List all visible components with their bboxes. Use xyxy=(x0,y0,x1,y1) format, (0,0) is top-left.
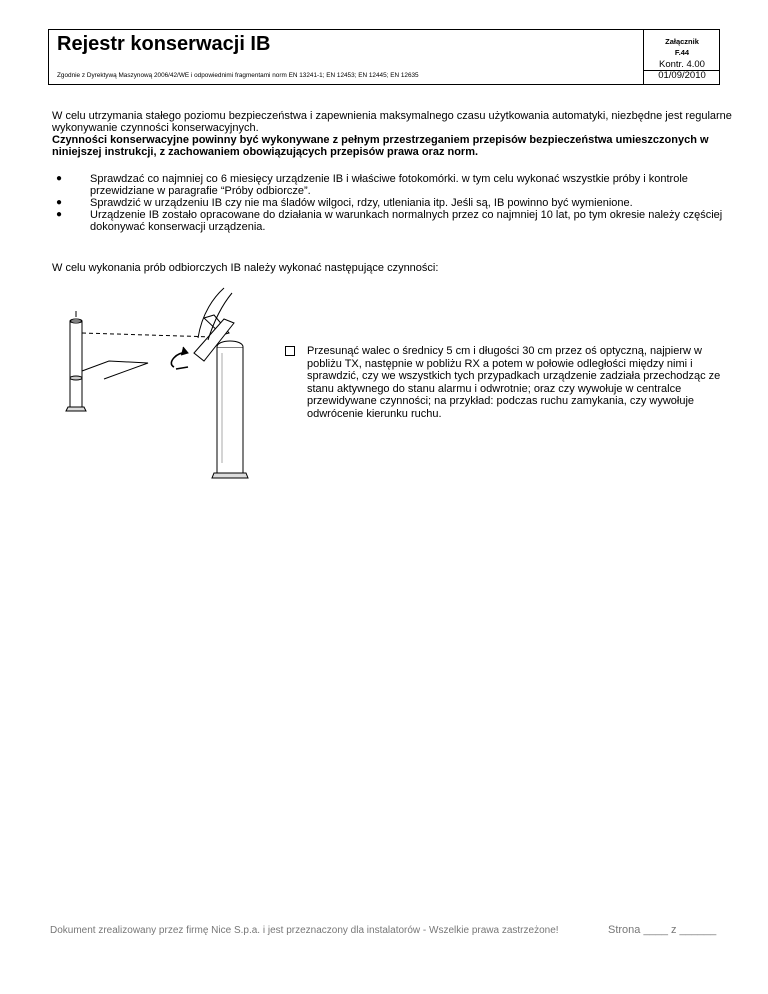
list-item xyxy=(52,209,732,233)
intro-section xyxy=(52,110,732,158)
attachment-label: Załącznik xyxy=(665,37,699,46)
bullet-icon: ● xyxy=(56,197,63,208)
list-item-text: Urządzenie IB zostało opracowane do działania w warunkach normalnych przez co najmniej 10 lat, po tym okresie należy częściej dokonywać konserwacji urządzenia. xyxy=(90,209,723,233)
revision-divider xyxy=(644,70,720,71)
directive-note: Zgodnie z Dyrektywą Maszynową 2006/42/WE i odpowiednimi fragmentami norm EN 13241-1; EN 12453; EN 12445; EN 12635 xyxy=(57,72,419,79)
document-header xyxy=(48,29,720,85)
maintenance-list xyxy=(52,173,732,233)
intro-paragraph: W celu utrzymania stałego poziomu bezpieczeństwa i zapewnienia maksymalnego czasu użytkowania automatyki, niezbędne jest regularne wykonywanie czynności konserwacyjnych. xyxy=(52,110,732,134)
footer-note: Dokument zrealizowany przez firmę Nice S.p.a. i jest przeznaczony dla instalatorów - Wszelkie prawa zastrzeżone! xyxy=(50,925,559,936)
list-item-text: Sprawdzać co najmniej co 6 miesięcy urządzenie IB i właściwe fotokomórki. w tym celu wykonać wszystkie próby i kontrole przewidziane w paragrafie “Próby odbiorcze”. xyxy=(90,173,688,197)
list-item xyxy=(52,173,732,197)
attachment-code: F.44 xyxy=(674,48,690,57)
revision-date: 01/09/2010 xyxy=(658,70,706,81)
list-item-text: Sprawdzić w urządzeniu IB czy nie ma śladów wilgoci, rdzy, utleniania itp. Jeśli są, IB powinno być wymienione. xyxy=(90,197,633,209)
tests-intro: W celu wykonania prób odbiorczych IB należy wykonać następujące czynności: xyxy=(52,262,439,274)
header-title-cell xyxy=(49,30,644,84)
test-checkbox[interactable] xyxy=(285,346,295,356)
photocell-test-illustration xyxy=(64,283,269,481)
safety-paragraph: Czynności konserwacyjne powinny być wykonywane z pełnym przestrzeganiem przepisów bezpieczeństwa umieszczonych w niniejszej instrukcji, z zachowaniem obowiązujących przepisów prawa oraz norm. xyxy=(52,134,709,158)
revision-label: Kontr. 4.00 xyxy=(659,59,705,70)
bullet-icon: ● xyxy=(56,173,63,184)
bullet-icon: ● xyxy=(56,209,63,220)
header-meta-cell xyxy=(644,30,720,84)
page-number-field: Strona ____ z ______ xyxy=(608,924,717,936)
document-title: Rejestr konserwacji IB xyxy=(57,33,271,55)
test-item-text: Przesunąć walec o średnicy 5 cm i długości 30 cm przez oś optyczną, najpierw w pobliżu TX, następnie w pobliżu RX a potem w połowie odległości między nimi i sprawdzić, czy we wszystkich tych przypadkach urządzenie zadziała przechodząc ze stanu aktywnego do stanu alarmu i odwrotnie; oraz czy wywołuje w centralce przewidywane czynności; na przykład: podczas ruchu zamykania, czy wywołuje odwrócenie kierunku ruchu. xyxy=(307,345,721,420)
attachment-block xyxy=(644,36,720,58)
list-item xyxy=(52,197,732,209)
